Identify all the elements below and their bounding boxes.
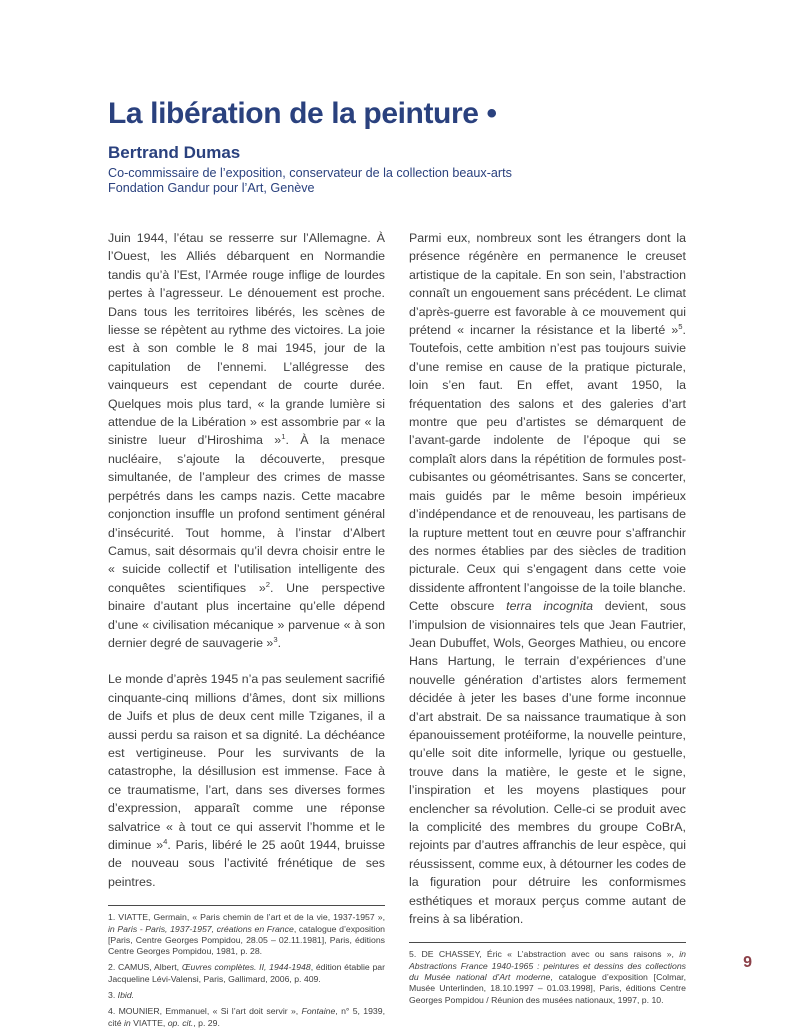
footnote-item: 3. Ibid. xyxy=(108,990,135,1000)
page-title: La libération de la peinture • xyxy=(108,97,497,130)
footnote-item: 5. DE CHASSEY, Éric « L’abstraction avec ou sans raisons », in Abstractions France 1940-1965 : peintures et dessins des collections du Musée national d’Art moderne, catalogue d’exposition [Colmar, Musée Unterlinden, 18.10.1997 – 01.03.1998], Paris, éditions Centre Georges Pompidou / Réunion des musées nationaux, 1997, p. 10. xyxy=(409,949,686,1005)
footnote-rule xyxy=(108,905,385,906)
page-number: 9 xyxy=(743,954,752,971)
two-column-text-area xyxy=(108,229,686,1034)
author-affiliation-line-1: Co-commissaire de l’exposition, conservateur de la collection beaux-arts xyxy=(108,166,512,180)
body-paragraph: Parmi eux, nombreux sont les étrangers dont la présence régénère en permanence le creuset artistique de la capitale. En son sein, l’abstraction connaît un engouement sans précédent. Le climat d’après-guerre est favorable à ce mouvement qui prétend « incarner la résistance et la liberté »$^5$. Toutefois, cette ambition n’est pas toujours suivie d’une remise en cause de la pratique picturale, loin s’en faut. En effet, avant 1950, la fréquentation des salons et des galeries d’art montre que peu d’artistes se démarquent de l’avant-garde indolente de l’époque qui se complaît alors dans la répétition de formules post-cubisantes ou géométrisantes. Sans se concerter, mais guidés par le même besoin impérieux d’indépendance et de renouveau, les partisans de la rupture mettent tout en œuvre pour s’affranchir des normes établies par des siècles de tradition picturale. Ceux qui s’engagent dans cette voie dissidente affrontent l’angoisse de la toile blanche. Cette obscure terra incognita devient, sous l’impulsion de visionnaires tels que Jean Fautrier, Jean Dubuffet, Wols, Georges Mathieu, ou encore Hans Hartung, le terrain d’expériences d’une nouvelle génération d’artistes alors fermement décidée à jeter les bases d’une forme inconnue d’art abstrait. De sa naissance traumatique à son épanouissement protéiforme, la nouvelle peinture, qu’elle soit dite informelle, lyrique ou gestuelle, trouve dans la matière, le geste et le signe, l’inspiration et les moyens plastiques pour enclencher sa révolution. Celle-ci se produit avec la complicité des membres du groupe CoBrA, rejoints par d’autres affranchis de leur espèce, qui réussissent, comme eux, à détourner les codes de la figuration pour détruire les conformismes esthétiques et moraux perçus comme autant de freins à sa libération. xyxy=(409,231,686,927)
footnote-item: 1. VIATTE, Germain, « Paris chemin de l’art et de la vie, 1937-1957 », in Paris - Paris, 1937-1957, créations en France, catalogue d’exposition [Paris, Centre Georges Pompidou, 28.05 – 02.11.1981], Paris, éditions Centre Georges Pompidou, 1981, p. 28. xyxy=(108,912,385,957)
right-column-body xyxy=(409,229,686,928)
right-column-footnotes xyxy=(409,949,686,1005)
footnote-rule xyxy=(409,942,686,943)
body-paragraph: Le monde d’après 1945 n’a pas seulement sacrifié cinquante-cinq millions d’âmes, dont six millions de Juifs et plus de deux cent mille Tziganes, il a aussi perdu sa raison et sa dignité. La déchéance est vertigineuse. Pour les survivants de la catastrophe, la désillusion est immense. Face à ce traumatisme, l’art, dans ses diverses formes d’expression, apparaît comme une réponse salvatrice « à tout ce qui asservit l’homme et le diminue »$^4$. Paris, libéré le 25 août 1944, bruisse de nouveau sous l’activité frénétique de ses peintres. xyxy=(108,672,385,889)
author-affiliation-line-2: Fondation Gandur pour l’Art, Genève xyxy=(108,180,315,195)
left-column-body xyxy=(108,229,385,891)
body-paragraph: Juin 1944, l’étau se resserre sur l’Allemagne. À l’Ouest, les Alliés débarquent en Normandie tandis qu’à l’Est, l’Armée rouge inflige de lourdes pertes à l’agresseur. Le dénouement est proche. Dans tous les territoires libérés, les scènes de liesse se répètent au rythme des victoires. La joie est à son comble le 8 mai 1945, jour de la capitulation de l’ennemi. L’allégresse des vainqueurs est cependant de courte durée. Quelques mois plus tard, « la grande lumière si attendue de la Libération » est assombrie par « la sinistre lueur d’Hiroshima »$^1$. À la menace nucléaire, s’ajoute la découverte, presque simultanée, de l’ampleur des crimes de masse perpétrés dans les camps nazis. Cette macabre conjonction insuffle un profond sentiment général d’insécurité. Tout homme, à l’instar d’Albert Camus, sait désormais qu’il devra choisir entre le « suicide collectif et l’utilisation intelligente des conquêtes scientifiques »$^2$. Une perspective binaire d’autant plus incertaine qu’elle dépend d’une « civilisation mécanique » parvenue « à son dernier degré de sauvagerie »$^3$. xyxy=(108,231,386,650)
footnote-item: 2. CAMUS, Albert, Œuvres complètes. II, 1944-1948, édition établie par Jacqueline Lévi-Valensi, Paris, Gallimard, 2006, p. 409. xyxy=(108,962,385,984)
footnote-item: 4. MOUNIER, Emmanuel, « Si l’art doit servir », Fontaine, n° 5, 1939, cité in VIATTE, op. cit., p. 29. xyxy=(108,1006,386,1028)
right-column xyxy=(409,229,686,1034)
article-header xyxy=(108,97,698,195)
left-column-footnotes xyxy=(108,912,385,1029)
author-name: Bertrand Dumas xyxy=(108,143,241,162)
left-column xyxy=(108,229,385,1034)
